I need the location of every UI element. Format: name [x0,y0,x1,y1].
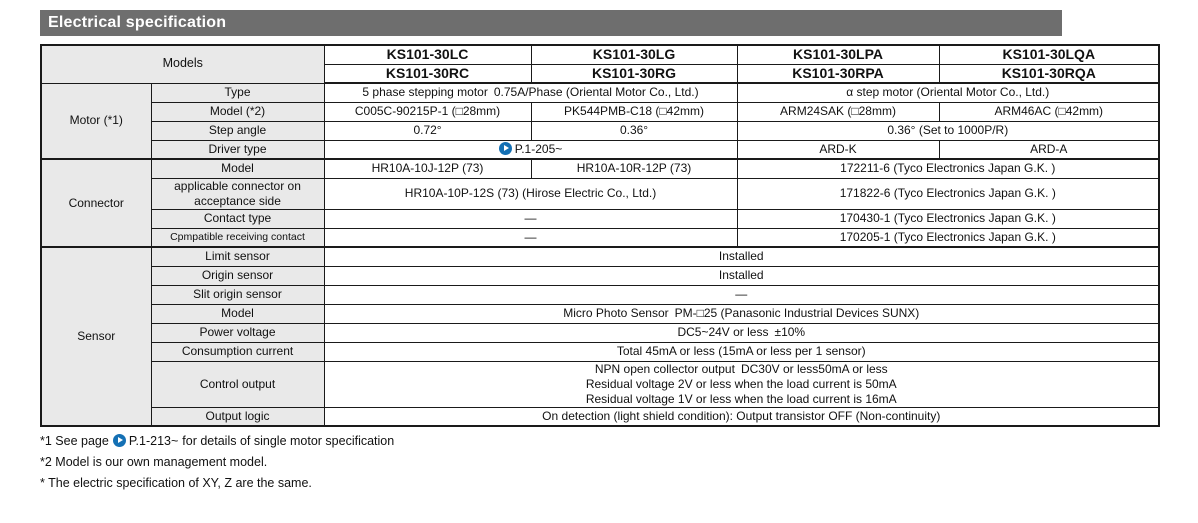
control-output-line-2: Residual voltage 2V or less when the load current is 50mA [585,376,897,391]
origin-sensor-label: Origin sensor [151,266,324,285]
page-title: Electrical specification [48,14,227,31]
connector-model-lc: HR10A-10J-12P (73) [324,159,531,178]
model-header-lg: KS101-30LG [531,45,737,64]
acceptance-connector-right: 171822-6 (Tyco Electronics Japan G.K. ) [737,178,1159,209]
models-header-cell: Models [41,45,324,83]
sensor-model-row [41,304,1159,323]
sensor-model-label: Model [151,304,324,323]
model-header-lpa: KS101-30LPA [737,45,939,64]
footnote-2: *2 Model is our own management model. [40,455,268,469]
motor-model-lg: PK544PMB-C18 (□42mm) [531,102,737,121]
model-header-lqa: KS101-30LQA [939,45,1159,64]
section-title-bar [40,10,1062,36]
motor-model-label: Model (*2) [151,102,324,121]
power-voltage-row [41,323,1159,342]
step-angle-lc: 0.72° [324,121,531,140]
contact-type-row [41,209,1159,228]
motor-type-left-value: 5 phase stepping motor 0.75A/Phase (Oriental Motor Co., Ltd.) [324,83,737,102]
driver-type-ardk: ARD-K [737,140,939,159]
motor-model-lc: C005C-90215P-1 (□28mm) [324,102,531,121]
motor-step-angle-row [41,121,1159,140]
acceptance-connector-label: applicable connector on acceptance side [151,178,324,209]
receiving-contact-left: — [324,228,737,247]
receiving-contact-right: 170205-1 (Tyco Electronics Japan G.K. ) [737,228,1159,247]
motor-model-row [41,102,1159,121]
play-circle-icon [113,434,126,447]
output-logic-row [41,407,1159,426]
footnote-1-suffix: for details of single motor specification [182,434,395,448]
slit-origin-sensor-row [41,285,1159,304]
motor-type-label: Type [151,83,324,102]
footnotes [40,431,1198,494]
control-output-label: Control output [151,361,324,407]
receiving-contact-label: Cpmpatible receiving contact [151,228,324,247]
origin-sensor-row [41,266,1159,285]
motor-section-label: Motor (*1) [41,83,151,159]
slit-origin-sensor-value: — [324,285,1159,304]
consumption-current-value: Total 45mA or less (15mA or less per 1 sensor) [324,342,1159,361]
control-output-line-1: NPN open collector output DC30V or less50mA or less [594,361,888,376]
control-output-row [41,361,1159,407]
sensor-model-value: Micro Photo Sensor PM-□25 (Panasonic Industrial Devices SUNX) [324,304,1159,323]
motor-type-row [41,83,1159,102]
step-angle-lg: 0.36° [531,121,737,140]
sensor-section-label: Sensor [41,247,151,426]
motor-model-lpa: ARM24SAK (□28mm) [737,102,939,121]
model-header-rpa: KS101-30RPA [737,64,939,83]
model-header-rc: KS101-30RC [324,64,531,83]
motor-model-lqa: ARM46AC (□42mm) [939,102,1159,121]
model-header-rg: KS101-30RG [531,64,737,83]
limit-sensor-value: Installed [324,247,1159,266]
driver-type-row [41,140,1159,159]
contact-type-right: 170430-1 (Tyco Electronics Japan G.K. ) [737,209,1159,228]
electrical-spec-table [40,44,1160,427]
model-header-rqa: KS101-30RQA [939,64,1159,83]
footnote-page-link-label: P.1-213~ [128,434,179,448]
driver-page-link-label: P.1-205~ [514,141,563,156]
footnote-3: * The electric specification of XY, Z are the same. [40,476,312,490]
connector-model-label: Model [151,159,324,178]
driver-type-label: Driver type [151,140,324,159]
connector-model-lg: HR10A-10R-12P (73) [531,159,737,178]
header-row-1 [41,45,1159,64]
driver-type-arda: ARD-A [939,140,1159,159]
power-voltage-label: Power voltage [151,323,324,342]
footnote-page-link[interactable] [113,434,178,448]
step-angle-label: Step angle [151,121,324,140]
acceptance-connector-left: HR10A-10P-12S (73) (Hirose Electric Co., Ltd.) [324,178,737,209]
footnote-1 [40,431,1198,452]
output-logic-value: On detection (light shield condition): Output transistor OFF (Non-continuity) [324,407,1159,426]
consumption-current-row [41,342,1159,361]
control-output-value [324,361,1159,407]
motor-type-right-value: α step motor (Oriental Motor Co., Ltd.) [737,83,1159,102]
connector-model-row [41,159,1159,178]
contact-type-left: — [324,209,737,228]
footnote-1-prefix: *1 See page [40,434,109,448]
play-circle-icon [499,142,512,155]
connector-model-tyco: 172211-6 (Tyco Electronics Japan G.K. ) [737,159,1159,178]
step-angle-alpha: 0.36° (Set to 1000P/R) [737,121,1159,140]
driver-type-link-cell [324,140,737,159]
origin-sensor-value: Installed [324,266,1159,285]
model-header-lc: KS101-30LC [324,45,531,64]
control-output-line-3: Residual voltage 1V or less when the load current is 16mA [585,391,897,406]
limit-sensor-label: Limit sensor [151,247,324,266]
consumption-current-label: Consumption current [151,342,324,361]
slit-origin-sensor-label: Slit origin sensor [151,285,324,304]
power-voltage-value: DC5~24V or less ±10% [324,323,1159,342]
receiving-contact-row [41,228,1159,247]
output-logic-label: Output logic [151,407,324,426]
contact-type-label: Contact type [151,209,324,228]
driver-page-link[interactable] [499,142,563,156]
connector-section-label: Connector [41,159,151,247]
acceptance-connector-row [41,178,1159,209]
limit-sensor-row [41,247,1159,266]
